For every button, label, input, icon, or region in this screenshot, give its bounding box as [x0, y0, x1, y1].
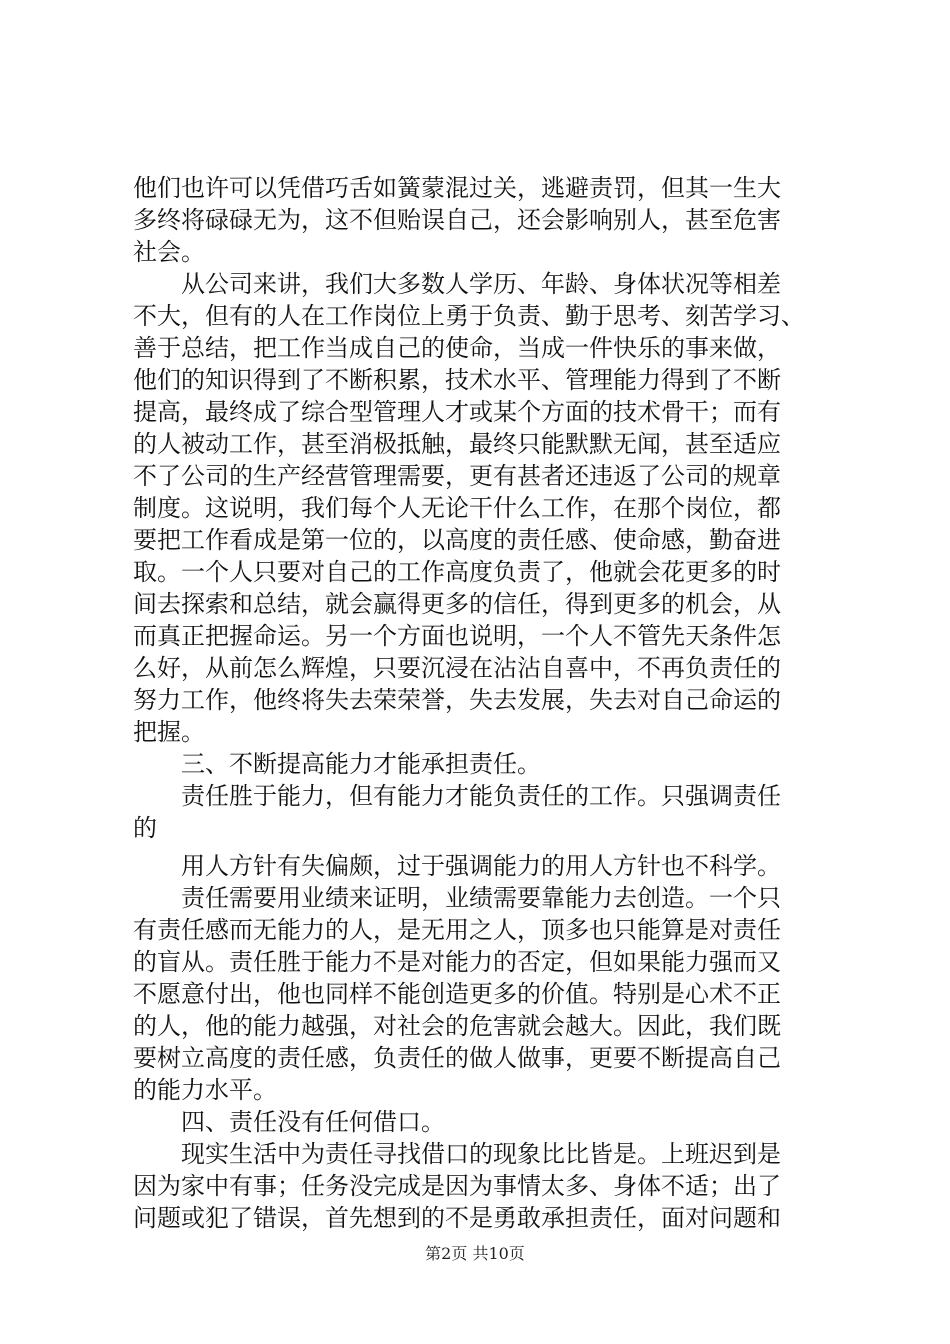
text-line: 不了公司的生产经营管理需要，更有甚者还违返了公司的规章 — [133, 462, 781, 490]
text-line: 问题或犯了错误，首先想到的不是勇敢承担责任，面对问题和 — [133, 1204, 781, 1232]
section-heading: 三、不断提高能力才能承担责任。 — [181, 750, 541, 778]
section-heading: 四、责任没有任何借口。 — [181, 1108, 445, 1136]
page-number: 第2页 共10页 — [425, 1244, 525, 1263]
text-line: 制度。这说明，我们每个人无论干什么工作，在那个岗位，都 — [133, 494, 781, 522]
text-line: 不大，但有的人在工作岗位上勇于负责、勤于思考、刻苦学习、 — [133, 302, 805, 330]
text-line: 努力工作，他终将失去荣荣誉，失去发展，失去对自己命运的 — [133, 686, 781, 714]
paragraph-start: 现实生活中为责任寻找借口的现象比比皆是。上班迟到是 — [181, 1140, 781, 1168]
paragraph-start: 用人方针有失偏颇，过于强调能力的用人方针也不科学。 — [181, 852, 781, 880]
text-line: 社会。 — [133, 238, 205, 266]
text-line: 的能力水平。 — [133, 1076, 277, 1104]
text-line: 的人，他的能力越强，对社会的危害就会越大。因此，我们既 — [133, 1012, 781, 1040]
text-line: 善于总结，把工作当成自己的使命，当成一件快乐的事来做， — [133, 334, 781, 362]
text-line: 取。一个人只要对自己的工作高度负责了，他就会花更多的时 — [133, 558, 781, 586]
text-line: 多终将碌碌无为，这不但贻误自己，还会影响别人，甚至危害 — [133, 206, 781, 234]
paragraph-start: 责任胜于能力，但有能力才能负责任的工作。只强调责任 — [181, 782, 781, 810]
text-line: 而真正把握命运。另一个方面也说明，一个人不管先天条件怎 — [133, 622, 781, 650]
paragraph-start: 责任需要用业绩来证明，业绩需要靠能力去创造。一个只 — [181, 884, 781, 912]
text-line: 把握。 — [133, 718, 205, 746]
text-line: 提高，最终成了综合型管理人才或某个方面的技术骨干；而有 — [133, 398, 781, 426]
text-line: 要把工作看成是第一位的，以高度的责任感、使命感，勤奋进 — [133, 526, 781, 554]
text-line: 的盲从。责任胜于能力不是对能力的否定，但如果能力强而又 — [133, 948, 781, 976]
text-line: 他们也许可以凭借巧舌如簧蒙混过关，逃避责罚，但其一生大 — [133, 174, 781, 202]
document-body — [133, 172, 833, 1234]
page-footer — [0, 1244, 950, 1264]
text-line: 要树立高度的责任感，负责任的做人做事，更要不断提高自己 — [133, 1044, 781, 1072]
paragraph-start: 从公司来讲，我们大多数人学历、年龄、身体状况等相差 — [181, 270, 781, 298]
text-line: 的人被动工作，甚至消极抵触，最终只能默默无闻，甚至适应 — [133, 430, 781, 458]
text-line: 不愿意付出，他也同样不能创造更多的价值。特别是心术不正 — [133, 980, 781, 1008]
text-line: 他们的知识得到了不断积累，技术水平、管理能力得到了不断 — [133, 366, 781, 394]
text-line: 的 — [133, 814, 157, 842]
text-line: 因为家中有事；任务没完成是因为事情太多、身体不适；出了 — [133, 1172, 781, 1200]
text-line: 间去探索和总结，就会赢得更多的信任，得到更多的机会，从 — [133, 590, 781, 618]
text-line: 么好，从前怎么辉煌，只要沉浸在沾沾自喜中，不再负责任的 — [133, 654, 781, 682]
text-line: 有责任感而无能力的人，是无用之人，顶多也只能算是对责任 — [133, 916, 781, 944]
